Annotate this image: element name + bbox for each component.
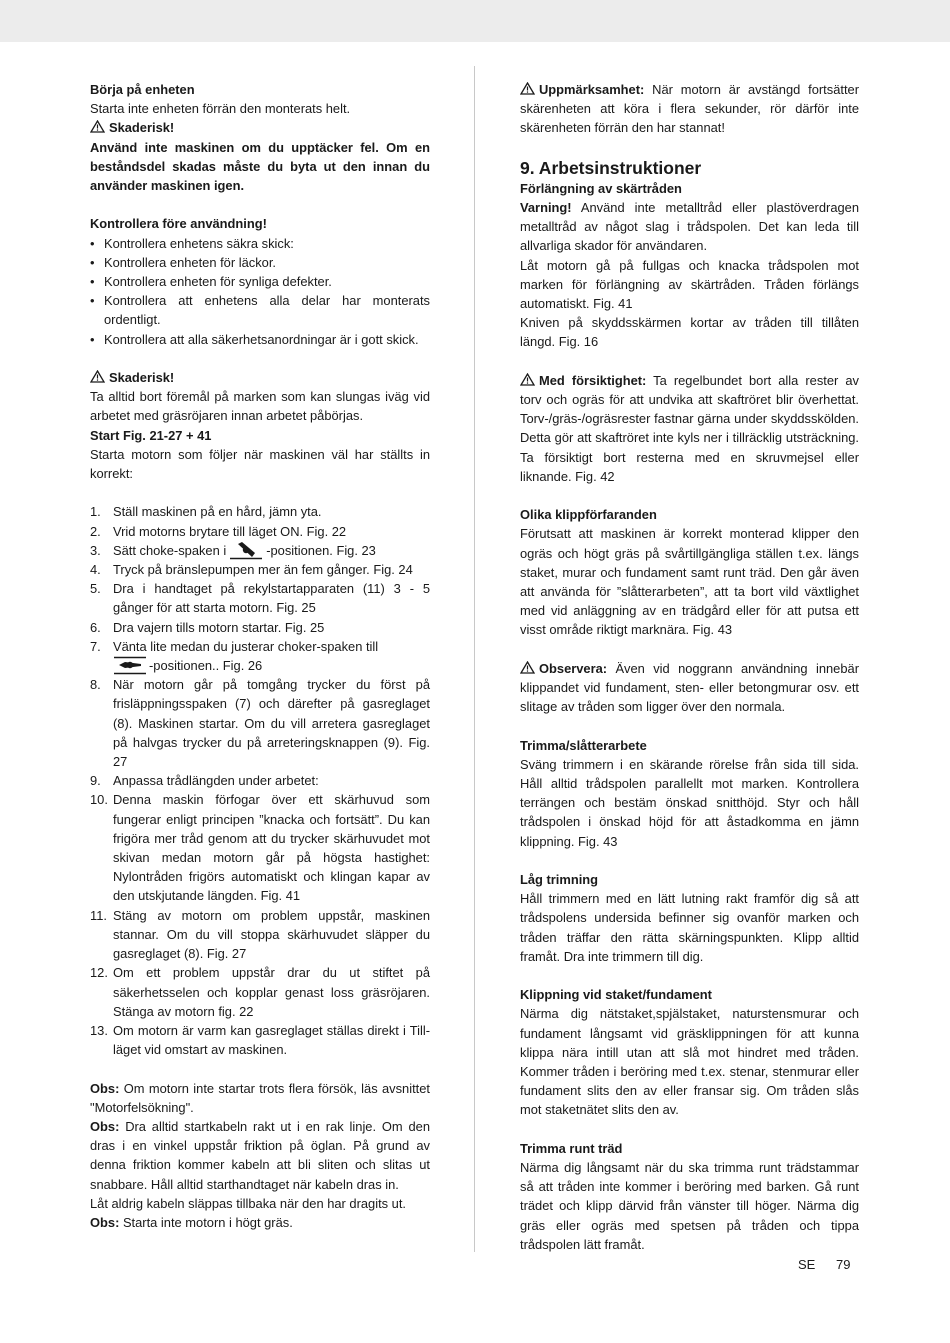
list-item: 3. Sätt choke-spaken i -positionen. Fig. 23 (90, 542, 376, 558)
warning-triangle-icon (520, 373, 535, 386)
fence-text: Närma dig nätstaket,spjälstaket, naturstensmurar och fundament långsamt vid gräsklippningen för att kunna klippa nära intill utan att slå mot hindret med tråden. Kommer tråden i beröring med t.ex. stenar, stenmurar eller fundament slits den av eller fransar sig. Om tråden slås mot staketnätet slits den av. (520, 1006, 859, 1118)
language-code: SE (798, 1257, 816, 1272)
warning-triangle-icon (520, 82, 535, 95)
extension-paragraph-2: Låt motorn gå på fullgas och knacka trådspolen mot marken för förlängning av skärtråden. Tråden förlängs automatiskt. Fig. 41 (520, 257, 859, 312)
observe-note: Observera: Även vid noggrann användning innebär klippandet vid fundament, sten- eller betongmurar osv. ett slitage av tråden som ligger över den normala. (520, 660, 859, 715)
warning-text: Använd inte maskinen om du upptäcker fel. Om en beståndsdel skadas måste du byta ut den innan du använder maskinen igen. (90, 139, 430, 194)
list-item: • Kontrollera enhetens säkra skick: (90, 234, 430, 253)
top-band (0, 0, 950, 42)
extension-paragraph-3: Kniven på skyddsskärmen kortar av tråden till tillåten längd. Fig. 16 (520, 315, 859, 350)
list-item: 8. När motorn går på tomgång trycker du först på frisläppningsspaken (7) och därefter på gasreglaget (8). Maskinen startar. Om du vill arretera gasreglaget på halvgas trycker du på arreteringsknappen (9). Fig. 27 (90, 677, 430, 770)
extension-title: Förlängning av skärtråden (520, 180, 682, 196)
trim-text: Sväng trimmern i en skärande rörelse från sida till sida. Håll alltid trådspolen parallellt mot marken. Kontrollera terrängen och bestäm önskad snitthöjd. Styr och håll trådspolen i önskad höjd för att åstadkomma en jämn klippning. Fig. 43 (520, 756, 859, 849)
warning-triangle-icon (520, 661, 535, 674)
section-heading: 9. Arbetsinstruktioner (520, 157, 702, 178)
list-item: 13. Om motorn är varm kan gasreglaget ställas direkt i Till-läget vid omstart av maskinen. (90, 1022, 430, 1058)
choke-closed-icon (229, 541, 263, 560)
left-column (90, 80, 430, 1232)
cutting-title: Olika klippförfaranden (520, 507, 657, 523)
warning-label: Skaderisk! (109, 120, 175, 136)
list-item: 9. Anpassa trådlängden under arbetet: (90, 773, 319, 789)
warning-label: Skaderisk! (109, 370, 175, 386)
list-item: 12. Om ett problem uppstår drar du ut stiftet på säkerhetsselen och kopplar genast loss gräsröjaren. Stänga av motorn fig. 22 (90, 965, 430, 1019)
section-title-start: Börja på enheten (90, 82, 195, 97)
fence-title: Klippning vid staket/fundament (520, 987, 712, 1003)
list-item: • Kontrollera att alla säkerhetsanordningar är i gott skick. (90, 330, 430, 349)
list-item: • Kontrollera enheten för läckor. (90, 253, 430, 272)
check-title: Kontrollera före användning! (90, 216, 267, 232)
check-list (90, 234, 430, 349)
list-item: 10. Denna maskin förfogar över ett skärhuvud som fungerar enligt principen ”knacka och fortsätt”. Du kan frigöra mer tråd genom att du trycker skärhuvudet mot skivan medan motorn går på högsta hastighet: Nylontråden frigörs automatiskt och klingan kapar av den utskjutande längden. Fig. 41 (90, 792, 430, 904)
warning-heading-2 (90, 368, 430, 387)
note-3: Obs: Starta inte motorn i högt gräs. (90, 1214, 293, 1230)
warning-text-2: Ta alltid bort föremål på marken som kan slungas iväg vid arbetet med gräsröjaren innan arbetet påbörjas. (90, 389, 430, 424)
start-text: Starta motorn som följer när maskinen väl har ställts in korrekt: (90, 446, 430, 482)
list-item: 4. Tryck på bränslepumpen mer än fem gånger. Fig. 24 (90, 562, 413, 578)
cutting-text: Förutsatt att maskinen är korrekt monterad klipper den ogräs och högt gräs på svårtillgängliga ställen t.ex. längs staket, murar och fundament samt runt träd. Den går även att använda för ”slåtterarbeten”, att ta bort vild växtlighet med vid anläggning av en trädgård eller för att putsa ett visst område riktigt marknära. Fig. 43 (520, 526, 859, 638)
note-2-line2: Låt aldrig kabeln släppas tillbaka när den har dragits ut. (90, 1195, 407, 1211)
list-item: 11. Stäng av motorn om problem uppstår, maskinen stannar. Om du vill stoppa skärhuvudet släpper du gasreglaget (8). Fig. 27 (90, 907, 430, 962)
note-1: Obs: Om motorn inte startar trots flera försök, läs avsnittet "Motorfelsökning". (90, 1080, 430, 1115)
page-number: 79 (836, 1257, 851, 1272)
steps-list (90, 502, 430, 1059)
list-item: 2. Vrid motorns brytare till läget ON. Fig. 22 (90, 523, 347, 539)
extension-warning: Varning! Använd inte metalltråd eller plastöverdragen metalltråd av något slag i trådspolen. Det kan leda till allvarliga skador för användaren. (520, 200, 859, 254)
tree-text: Närma dig långsamt när du ska trimma runt trädstammar så att tråden inte kommer i beröring med barken. Gå runt trädet och klipp därvid från vänster till höger. Närma dig gräs eller ogräs med spetsen på tråden och tippa trådspolen lätt framåt. (520, 1160, 859, 1252)
start-instruction: Starta inte enheten förrän den monterats helt. (90, 101, 351, 117)
start-label: Start Fig. 21-27 + 41 (90, 427, 212, 443)
column-divider (474, 66, 475, 1252)
list-item: 1. Ställ maskinen på en hård, jämn yta. (90, 504, 322, 520)
right-column (520, 80, 859, 1254)
attention-note: Uppmärksamhet: När motorn är avstängd fortsätter skärenheten att köra i flera sekunder, rör därför inte skärenheten förrän den har stannat! (520, 82, 859, 136)
tree-title: Trimma runt träd (520, 1140, 623, 1156)
warning-triangle-icon (90, 120, 105, 133)
trim-title: Trimma/slåtterarbete (520, 737, 647, 753)
note-2: Obs: Dra alltid startkabeln rakt ut i en rak linje. Om den dras i en vinkel uppstår friktion på öglan. På grund av denna friktion kommer kabeln att bli sliten och slitas ut snabbare. Håll alltid starthandtaget när kabeln dras in. (90, 1118, 430, 1192)
list-item: 7. Vänta lite medan du justerar choker-spaken till -positionen.. Fig. 26 (90, 638, 379, 674)
list-item: • Kontrollera enheten för synliga defekter. (90, 272, 430, 291)
warning-heading (90, 118, 430, 137)
list-item: • Kontrollera att enhetens alla delar har monterats ordentligt. (90, 291, 430, 329)
list-item: 6. Dra vajern tills motorn startar. Fig. 25 (90, 619, 325, 635)
caution-note: Med försiktighet: Ta regelbundet bort alla rester av torv och ogräs för att undvika att skaftröret blir överhettat. Torv-/gräs-/ogräsrester fastnar gärna under skyddsskölden. Detta gör att skaftröret inte kyls ner i tillräcklig utsträckning. Ta försiktigt bort resterna med en skruvmejsel eller liknande. Fig. 42 (520, 372, 859, 484)
list-item: 5. Dra i handtaget på rekylstartapparaten (11) 3 - 5 gånger för att starta motorn. Fig. 25 (90, 581, 430, 616)
low-trim-title: Låg trimning (520, 872, 599, 888)
choke-open-icon (113, 656, 147, 675)
low-trim-text: Håll trimmern med en lätt lutning rakt framför dig så att trådspolens undersida befinner sig ovanför marken och tråden träffar den rätta skärningspunkten. Klipp alltid framåt. Dra inte trimmern till dig. (520, 891, 859, 964)
warning-triangle-icon (90, 370, 105, 383)
